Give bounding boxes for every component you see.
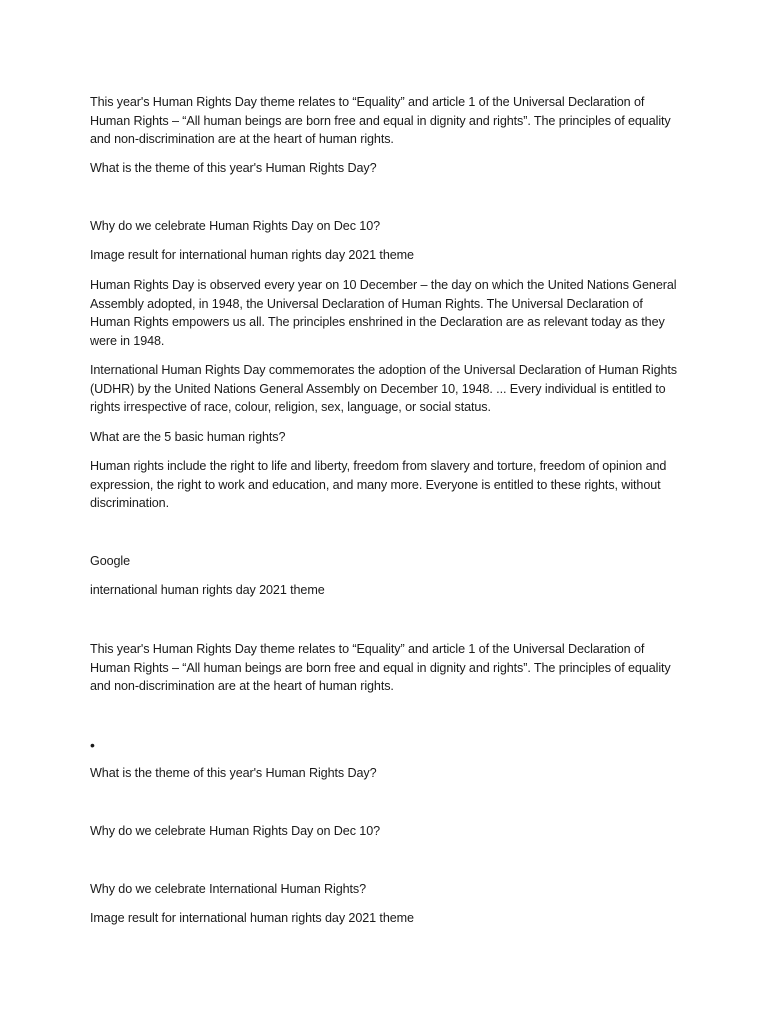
paragraph-theme-intro-repeat: This year's Human Rights Day theme relates to “Equality” and article 1 of the Universal Declaration of Human Rights – “All human beings are born free and equal in dignity and rights”. The principles of equality and non-discrimination are at the heart of human rights.: [90, 642, 671, 694]
paragraph-theme-question: What is the theme of this year's Human Rights Day?: [90, 161, 377, 175]
paragraph-rights-include: Human rights include the right to life and liberty, freedom from slavery and torture, freedom of opinion and expression, the right to work and education, and many more. Everyone is entitled to these rights, without discrimination.: [90, 459, 667, 511]
paragraph-celebrate-question: Why do we celebrate International Human Rights?: [90, 882, 367, 896]
paragraph-observed: Human Rights Day is observed every year on 10 December – the day on which the United Nations General Assembly adopted, in 1948, the Universal Declaration of Human Rights. The Universal Declaration of Human Rights empowers us all. The principles enshrined in the Declaration are as relevant today as they were in 1948.: [90, 278, 677, 348]
paragraph-dec10-question-repeat: Why do we celebrate Human Rights Day on Dec 10?: [90, 824, 380, 838]
paragraph-theme-intro: This year's Human Rights Day theme relates to “Equality” and article 1 of the Universal Declaration of Human Rights – “All human beings are born free and equal in dignity and rights”. The principles of equality and non-discrimination are at the heart of human rights.: [90, 95, 671, 147]
paragraph-commemorates: International Human Rights Day commemorates the adoption of the Universal Declaration of Human Rights (UDHR) by the United Nations General Assembly on December 10, 1948. ... Every individual is entitled to rights irrespective of race, colour, religion, sex, language, or social status.: [90, 363, 677, 415]
paragraph-google: Google: [90, 554, 131, 568]
paragraph-dec10-question: Why do we celebrate Human Rights Day on Dec 10?: [90, 219, 380, 233]
paragraph-search-query: international human rights day 2021 theme: [90, 583, 325, 597]
bullet-point: •: [90, 737, 95, 753]
paragraph-theme-question-repeat: What is the theme of this year's Human Rights Day?: [90, 766, 377, 780]
paragraph-image-result: Image result for international human rights day 2021 theme: [90, 248, 414, 262]
paragraph-image-result-repeat: Image result for international human rights day 2021 theme: [90, 911, 414, 925]
paragraph-basic-rights-question: What are the 5 basic human rights?: [90, 430, 286, 444]
